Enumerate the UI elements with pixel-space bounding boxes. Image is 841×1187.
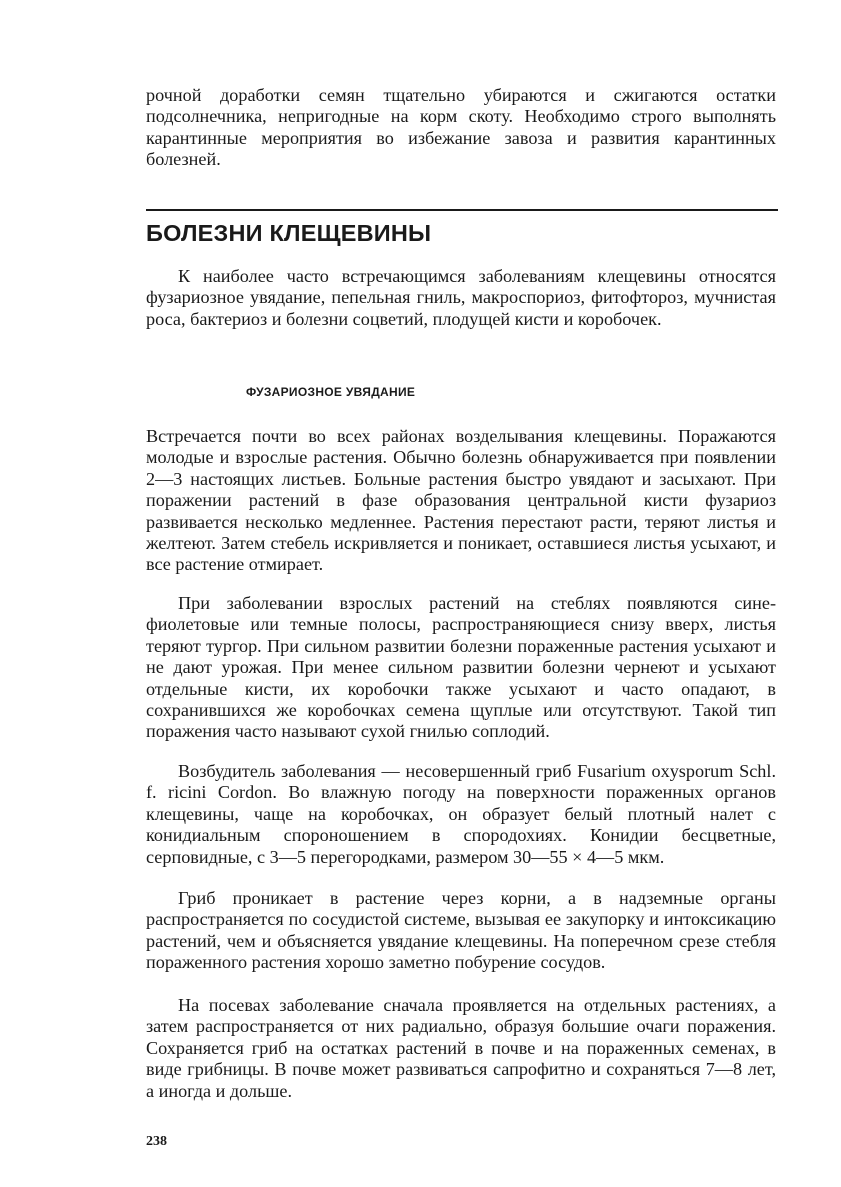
subsection-title: ФУЗАРИОЗНОЕ УВЯДАНИЕ — [246, 385, 416, 399]
body-paragraph-1: Встречается почти во всех районах возделывания клещевины. Поражаются молодые и взрослые растения. Обычно болезнь обнаруживается при появлении 2—3 настоящих листьев. Больные растения быстро увядают и засыхают. При поражении растений в фазе образования центральной кисти фузариоз развивается несколько медленнее. Растения перестают расти, теряют листья и желтеют. Затем стебель искривляется и поникает, оставшиеся листья усыхают, и все растение отмирает. — [146, 426, 776, 575]
body-paragraph-2: При заболевании взрослых растений на стеблях появляются сине-фиолетовые или темные полосы, распространяющиеся снизу вверх, листья теряют тургор. При сильном развитии болезни пораженные растения усыхают и не дают урожая. При менее сильном развитии болезни чернеют и усыхают отдельные кисти, их коробочки также усыхают и часто опадают, в сохранившихся же коробочках семена щуплые или отсутствуют. Такой тип поражения часто называют сухой гнилью соплодий. — [146, 593, 776, 742]
body-paragraph-4: Гриб проникает в растение через корни, а в надземные органы распространяется по сосудистой системе, вызывая ее закупорку и интоксикацию растений, чем и объясняется увядание клещевины. На поперечном срезе стебля пораженного растения хорошо заметно побурение сосудов. — [146, 888, 776, 973]
body-paragraph-5: На посевах заболевание сначала проявляется на отдельных растениях, а затем распространяется от них радиально, образуя большие очаги поражения. Сохраняется гриб на остатках растений в почве и на пораженных семенах, в виде грибницы. В почве может развиваться сапрофитно и сохраняться 7—8 лет, а иногда и дольше. — [146, 995, 776, 1101]
intro-continuation-paragraph: рочной доработки семян тщательно убираются и сжигаются остатки подсолнечника, непригодные на корм скоту. Необходимо строго выполнять карантинные мероприятия во избежание завоза и развития карантинных болезней. — [146, 85, 776, 170]
section-intro-paragraph: К наиболее часто встречающимся заболеваниям клещевины относятся фузариозное увядание, пепельная гниль, макроспориоз, фитофтороз, мучнистая роса, бактериоз и болезни соцветий, плодущей кисти и коробочек. — [146, 266, 776, 329]
body-paragraph-3: Возбудитель заболевания — несовершенный гриб Fusarium oxysporum Schl. f. ricini Cordon. Во влажную погоду на поверхности пораженных органов клещевины, чаще на коробочках, он образует белый плотный налет с конидиальным спороношением в спородохиях. Конидии бесцветные, серповидные, с 3—5 перегородками, размером 30—55 × 4—5 мкм. — [146, 761, 776, 867]
section-title: БОЛЕЗНИ КЛЕЩЕВИНЫ — [146, 220, 432, 246]
page-number: 238 — [146, 1134, 167, 1149]
section-divider-rule — [146, 209, 778, 211]
